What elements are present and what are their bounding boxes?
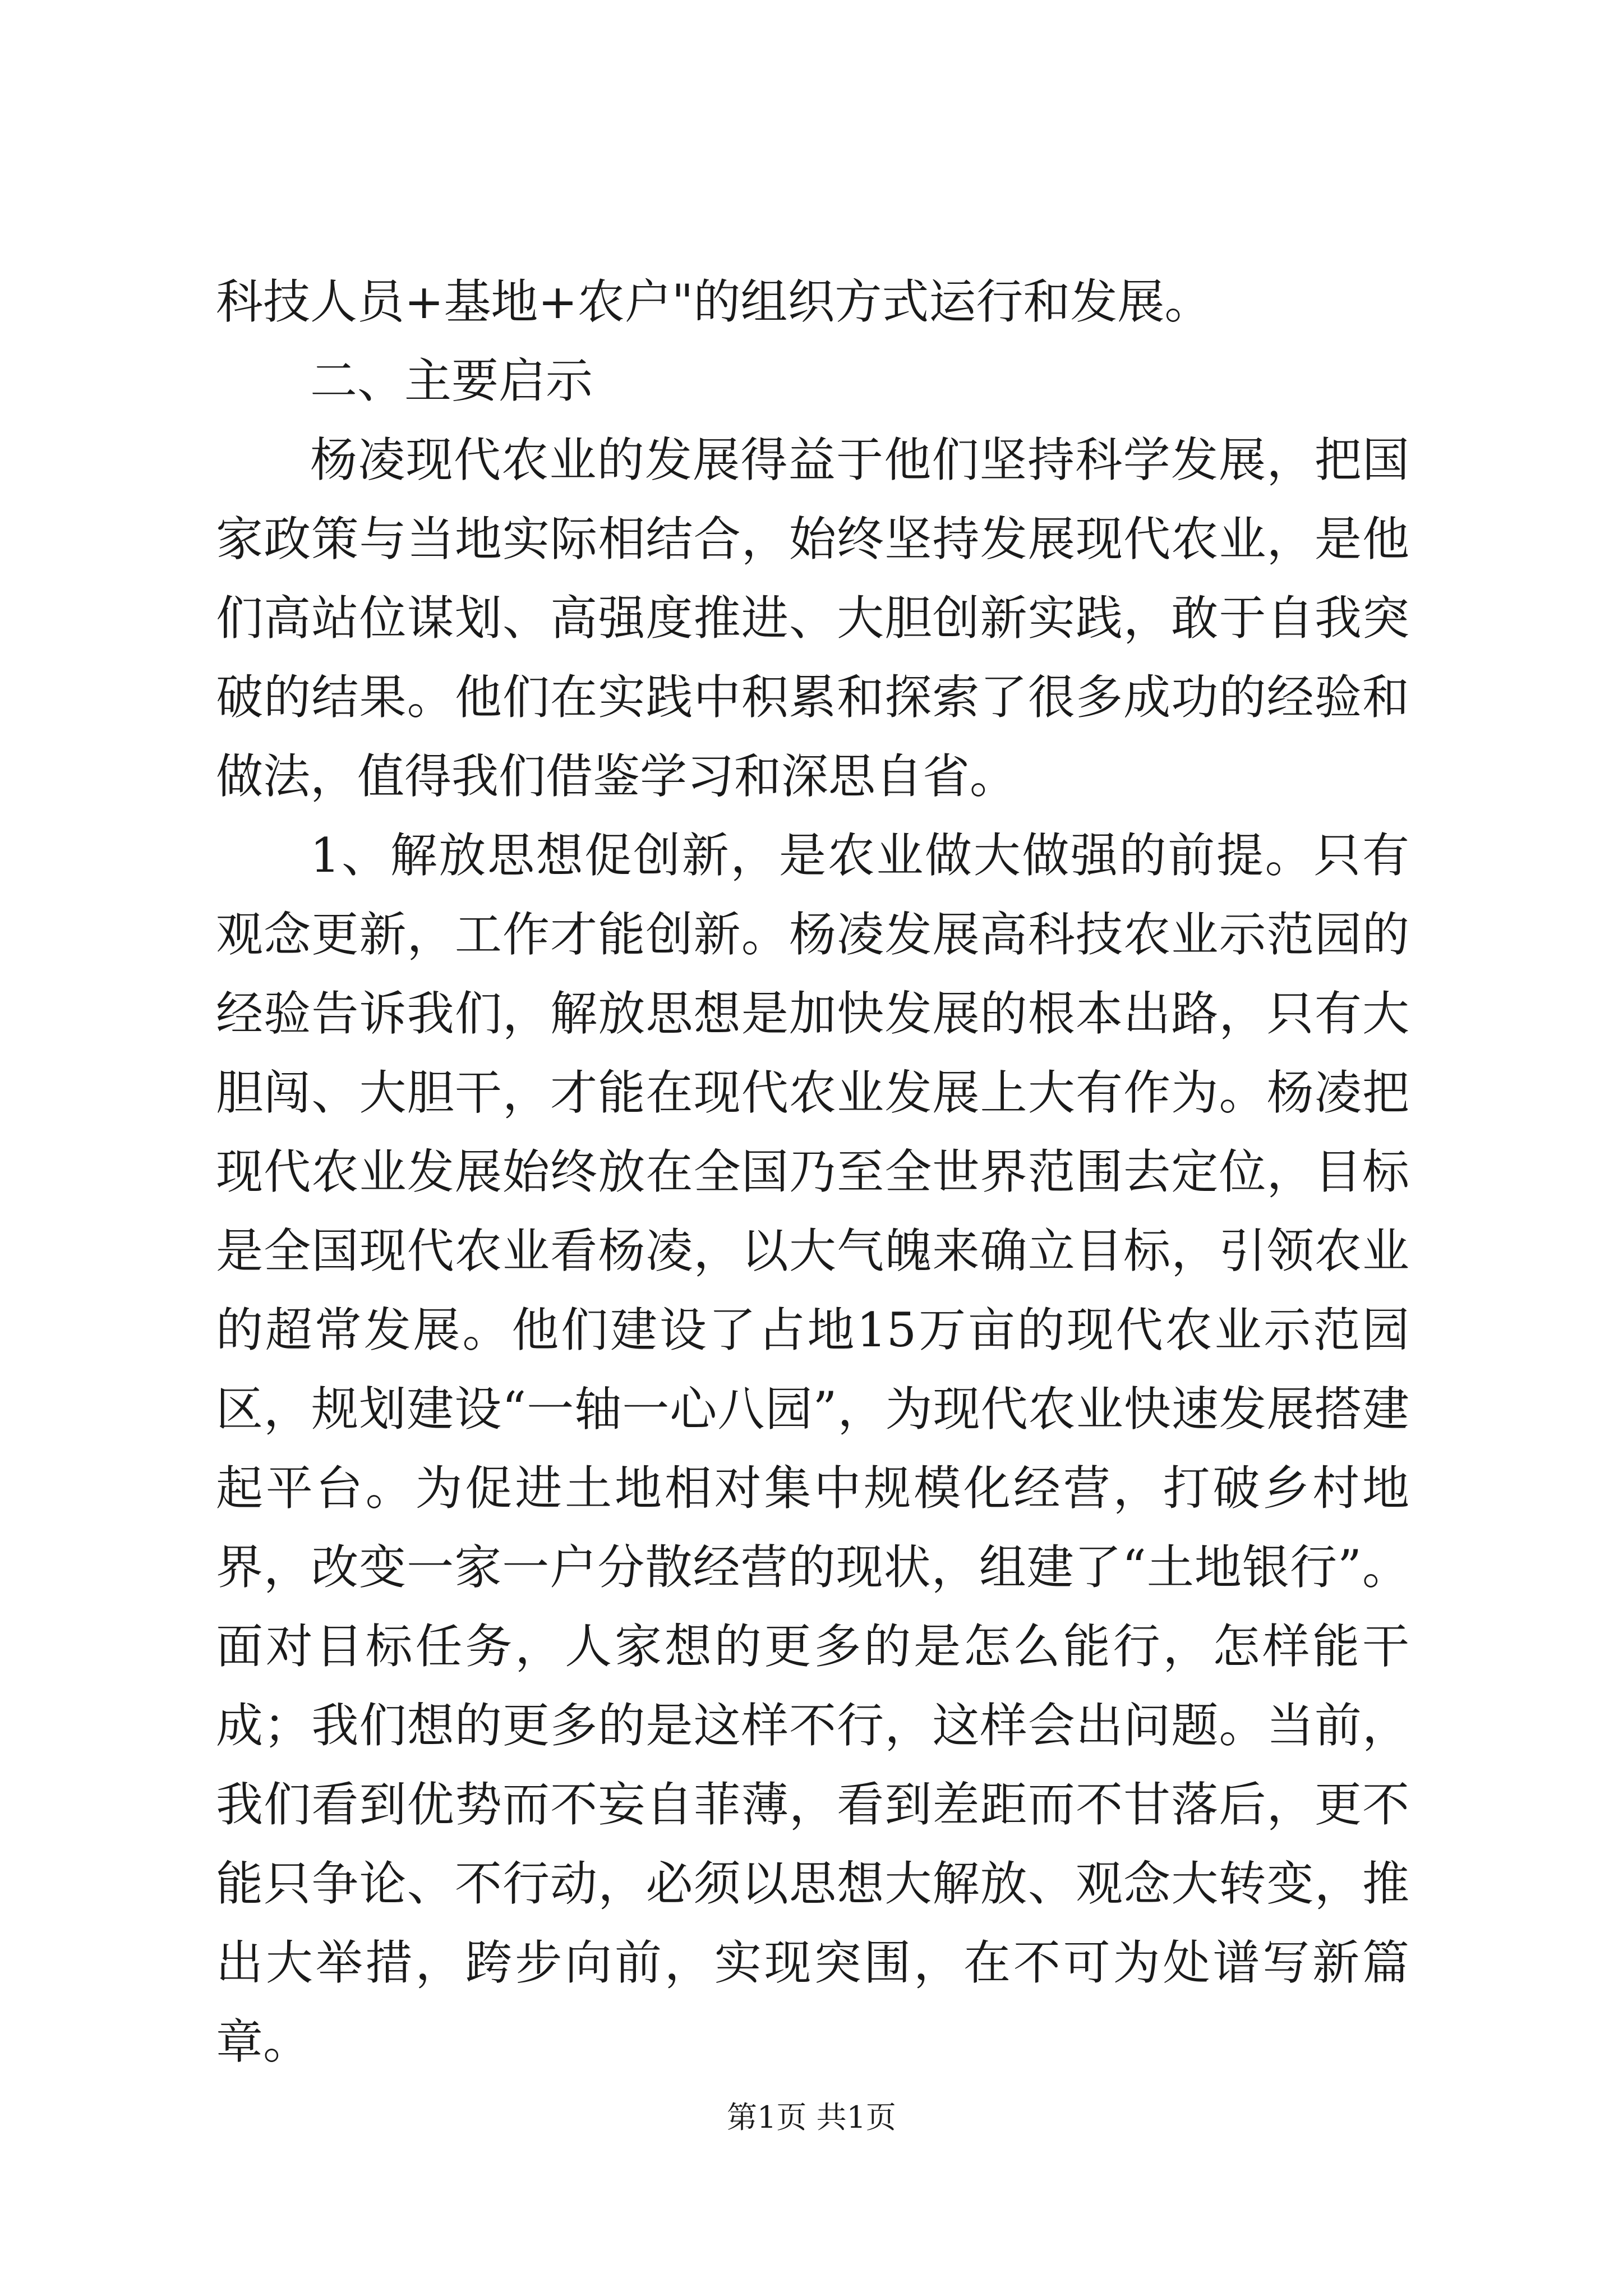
- paragraph-continuation: 科技人员+基地+农户"的组织方式运行和发展。: [216, 274, 1212, 329]
- page-footer: 第1页 共1页: [727, 2100, 896, 2135]
- paragraph-intro: 杨凌现代农业的发展得益于他们坚持科学发展，把国家政策与当地实际相结合，始终坚持发展现代农业，是他们高站位谋划、高强度推进、大胆创新实践，敢于自我突破的结果。他们在实践中积累和探索了很多成功的经验和做法，值得我们借鉴学习和深思自省。: [216, 432, 1409, 804]
- section-heading: 二、主要启示: [310, 353, 593, 408]
- paragraph-point-1: 1、解放思想促创新，是农业做大做强的前提。只有观念更新，工作才能创新。杨凌发展高科技农业示范园的经验告诉我们，解放思想是加快发展的根本出路，只有大胆闯、大胆干，才能在现代农业发展上大有作为。杨凌把现代农业发展始终放在全国乃至全世界范围去定位，目标是全国现代农业看杨凌，以大气魄来确立目标，引领农业的超常发展。他们建设了占地15万亩的现代农业示范园区，规划建设“一轴一心八园”，为现代农业快速发展搭建起平台。为促进土地相对集中规模化经营，打破乡村地界，改变一家一户分散经营的现状，组建了“土地银行”。面对目标任务，人家想的更多的是怎么能行，怎样能干成；我们想的更多的是这样不行，这样会出问题。当前，我们看到优势而不妄自菲薄，看到差距而不甘落后，更不能只争论、不行动，必须以思想大解放、观念大转变，推出大举措，跨步向前，实现突围，在不可为处谱写新篇章。: [216, 828, 1409, 2069]
- document-body: [216, 263, 1409, 2082]
